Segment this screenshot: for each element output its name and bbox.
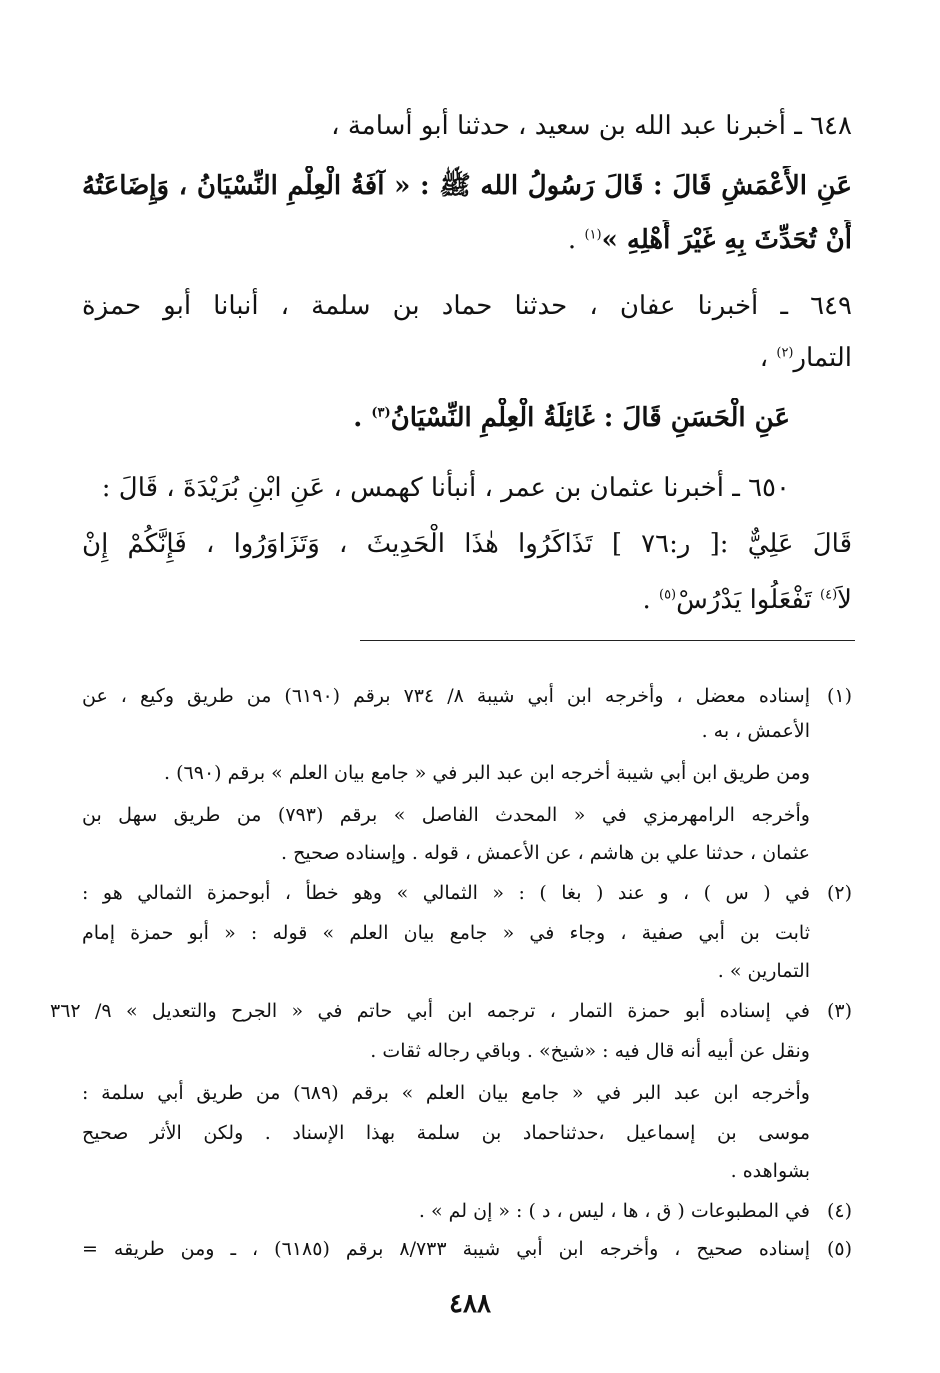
footnote-3-line-2: ونقل عن أبيه أنه قال فيه : «شيخ» . وباقي رجاله ثقات . [370,1040,810,1062]
footnote-ref-4: (٤) [820,587,838,603]
footnote-4-number: (٤) [826,1200,852,1222]
footnote-ref-1: (١) [584,227,602,243]
hadith-650-matn-line-2 [82,580,852,620]
hadith-650-isnad [82,468,790,508]
footnote-5-line-1: إسناده صحيح ، وأخرجه ابن أبي شيبة ٨/٧٣٣ برقم (٦١٨٥) ، ـ ومن طريقه = [82,1238,810,1260]
hadith-648-isnad-text: ٦٤٨ ـ أخبرنا عبد الله بن سعيد ، حدثنا أبو أسامة ، [331,111,852,141]
footnote-ref-3: (٣) [371,405,391,421]
footnote-5-number: (٥) [826,1238,852,1260]
page-number: ٤٨٨ [449,1289,491,1319]
hadith-649-isnad-line-2 [82,338,852,378]
hadith-650-end: . [642,585,659,615]
hadith-649-isnad-text-2: التمار [793,343,852,373]
footnote-1-line-5: عثمان ، حدثنا علي بن هاشم ، عن الأعمش ، قوله . وإسناده صحيح . [281,842,810,864]
footnote-1-number: (١) [826,685,852,707]
hadith-649-isnad-line-1 [82,286,852,326]
hadith-650-matn-text-2b: تَفْعَلُوا يَدْرُسْ [676,585,821,615]
hadith-648-matn-line-1 [82,166,852,206]
hadith-649-matn-text: عَنِ الْحَسَنِ قَالَ : غَائِلَةُ الْعِلْمِ النِّسْيَانُ [390,403,790,433]
hadith-648-end: . [567,225,585,255]
hadith-649-isnad-end: ، [759,343,777,373]
hadith-649-matn-end: . [353,403,372,433]
hadith-649-isnad-text-1: ٦٤٩ ـ أخبرنا عفان ، حدثنا حماد بن سلمة ، أنبانا أبو حمزة [82,291,852,321]
hadith-650-matn-line-1 [82,524,852,564]
hadith-648-matn-text-1: عَنِ الأَعْمَشِ قَالَ : قَالَ رَسُولُ الله ﷺ : « آفَةُ الْعِلْمِ النِّسْيَانُ ، وَإِضَاعَتُهُ [82,171,852,201]
footnote-1-line-1: إسناده معضل ، وأخرجه ابن أبي شيبة ٨/ ٧٣٤ برقم (٦١٩٠) من طريق وكيع ، عن [82,685,810,707]
footnote-1-line-4: وأخرجه الرامهرمزي في « المحدث الفاصل » برقم (٧٩٣) من طريق سهل بن [82,804,810,826]
footnote-2-line-3: التمارين » . [717,960,810,982]
footnote-3-line-4: موسى بن إسماعيل ،حدثناحماد بن سلمة بهذا الإسناد . ولكن الأثر صحيح [82,1122,810,1144]
footnote-ref-2: (٢) [776,345,794,361]
hadith-650-isnad-text: ٦٥٠ ـ أخبرنا عثمان بن عمر ، أنبأنا كهمس ، عَنِ ابْنِ بُرَيْدَةَ ، قَالَ : [101,473,790,503]
footnote-2-line-2: ثابت بن أبي صفية ، وجاء في « جامع بيان العلم » قوله : « أبو حمزة إمام [82,922,810,944]
footnote-3-line-3: وأخرجه ابن عبد البر في « جامع بيان العلم » برقم (٦٨٩) من طريق أبي سلمة : [82,1082,810,1104]
footnote-ref-5: (٥) [658,587,677,603]
footnote-separator [360,640,855,641]
footnote-2-number: (٢) [826,882,852,904]
footnote-3-line-5: بشواهده . [730,1160,810,1182]
hadith-649-matn [82,398,790,438]
hadith-650-matn-text-2a: لاَ [837,585,852,615]
hadith-648-matn-line-2 [82,220,852,260]
footnote-1-line-3: ومن طريق ابن أبي شيبة أخرجه ابن عبد البر في « جامع بيان العلم » برقم (٦٩٠) . [164,762,810,784]
footnote-2-line-1: في ( س ) ، و عند ( بغا ) : « الثمالي » وهو خطأ ، أبوحمزة الثمالي هو : [82,882,810,904]
hadith-650-matn-text-1: قَالَ عَلِيٌّ :[ ر:٧٦ ] تَذَاكَرُوا هٰذَا الْحَدِيثَ ، وَتَزَاوَرُوا ، فَإِنَّكُمْ إِنْ [82,529,852,559]
hadith-648-matn-text-2: أَنْ تُحَدِّثَ بِهِ غَيْرَ أَهْلِهِ » [601,225,852,255]
footnote-1-line-2: الأعمش ، به . [701,720,810,742]
footnote-3-line-1: في إسناده أبو حمزة التمار ، ترجمه ابن أبي حاتم في « الجرح والتعديل » ٩/ ٣٦٢ [50,1000,810,1022]
footnote-4-line-1: في المطبوعات ( ق ، ها ، ليس ، د ) : « إن لم » . [418,1200,810,1222]
hadith-648-isnad [82,106,852,146]
footnote-3-number: (٣) [826,1000,852,1022]
